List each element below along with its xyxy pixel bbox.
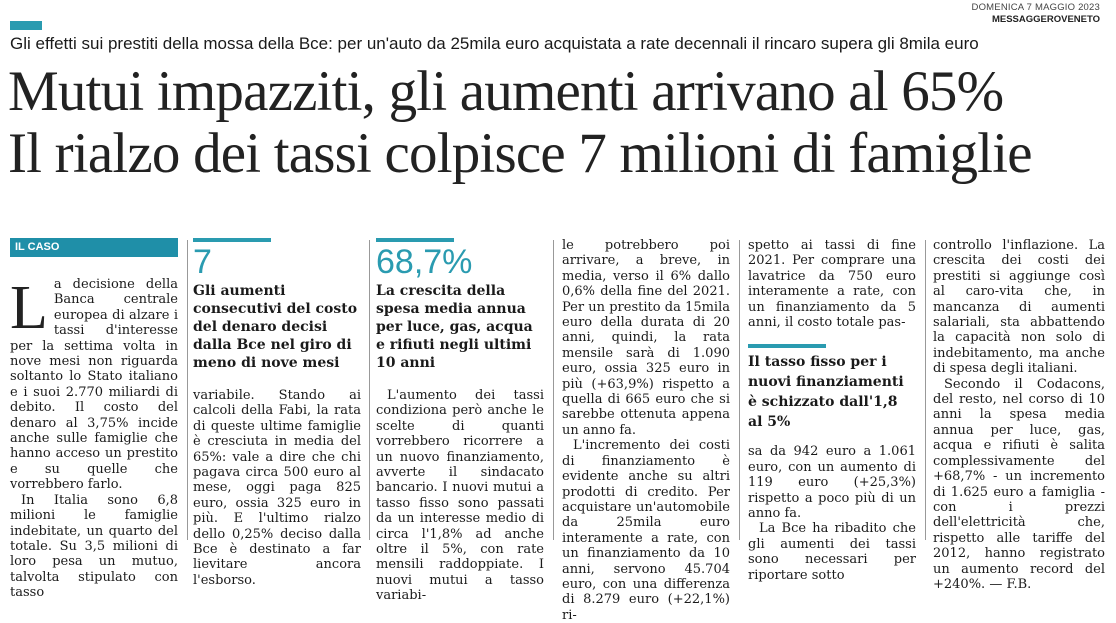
column-divider bbox=[369, 240, 370, 540]
column-3 bbox=[376, 238, 544, 604]
column-divider bbox=[187, 240, 188, 540]
article-paragraph: controllo l'inflazione. La crescita dei costi dei prestiti si aggiunge così al caro-vita che, in mancanza di aumenti salariali, sta abbattendo la capacità non solo di indebitamento, ma anche di spesa degli italiani. bbox=[933, 238, 1105, 377]
stat-caption: Gli aumenti consecutivi del costo del denaro decisi dalla Bce nel giro di meno di nove mesi bbox=[193, 283, 358, 371]
column-divider bbox=[925, 240, 926, 540]
column-4 bbox=[562, 238, 730, 623]
stat-accent-rule bbox=[376, 238, 454, 242]
box-accent-rule bbox=[748, 344, 826, 348]
article-paragraph: In Italia sono 6,8 milioni le famiglie indebitate, un quarto del totale. Su 3,5 milioni di loro pesa un mutuo, talvolta stipulato con tasso bbox=[10, 492, 178, 601]
article-paragraph: La decisione della Banca centrale europea di alzare i tassi d'interesse per la settima volta in nove mesi non riguarda soltanto lo Stato italiano e i suoi 2.770 miliardi di debito. Il costo del denaro al 3,75% incide anche sulle famiglie che hanno acceso un prestito e su quelle che vorrebbero farlo. bbox=[10, 274, 178, 493]
accent-bar bbox=[10, 21, 42, 30]
column-6 bbox=[933, 238, 1105, 592]
stat-accent-rule bbox=[193, 238, 271, 242]
stat-caption: La crescita della spesa media annua per luce, gas, acqua e rifiuti negli ultimi 10 anni bbox=[376, 283, 533, 371]
article-paragraph: sa da 942 euro a 1.061 euro, con un aumento di 119 euro (+25,3%) rispetto a poco più di un anno fa. bbox=[748, 444, 916, 522]
column-5 bbox=[748, 238, 916, 583]
article-paragraph: Secondo il Codacons, del resto, nel corso di 10 anni la spesa media annua per luce, gas, acqua e rifiuti è salita complessivamente del +68,7% - un incremento di 1.625 euro a famiglia - con i prezzi dell'elettricità che, rispetto alle tariffe del 2012, hanno registrato un aumento record del +240%. — F.B. bbox=[933, 376, 1105, 592]
column-divider bbox=[739, 240, 740, 540]
headline-line-1: Mutui impazziti, gli aumenti arrivano al 65% bbox=[8, 60, 1004, 123]
publication-date: DOMENICA 7 MAGGIO 2023 bbox=[971, 2, 1100, 13]
column-1 bbox=[10, 238, 178, 601]
article-paragraph: La Bce ha ribadito che gli aumenti dei tassi sono necessari per riportare sotto bbox=[748, 521, 916, 583]
section-label: IL CASO bbox=[10, 238, 178, 257]
headline-line-2: Il rialzo dei tassi colpisce 7 milioni di famiglie bbox=[8, 122, 1032, 185]
highlight-box-title: Il tasso fisso per i nuovi finanziamenti è schizzato dall'1,8 al 5% bbox=[748, 354, 904, 431]
drop-cap: L bbox=[10, 274, 48, 342]
column-2 bbox=[193, 238, 361, 588]
stat-number: 7 bbox=[193, 243, 212, 281]
column-divider bbox=[553, 240, 554, 540]
kicker: Gli effetti sui prestiti della mossa della Bce: per un'auto da 25mila euro acquistata a rate decennali il rincaro supera gli 8mila euro bbox=[10, 34, 979, 53]
stat-number: 68,7% bbox=[376, 243, 473, 281]
newspaper-name: MESSAGGEROVENETO bbox=[991, 14, 1100, 25]
article-paragraph: le potrebbero poi arrivare, a breve, in media, verso il 6% dallo 0,6% della fine del 2021. Per un prestito da 15mila euro della durata di 20 anni, quindi, la rata mensile sarà di 1.090 euro, ossia 325 euro in più (+63,9%) rispetto a quella di 665 euro che si sarebbe ottenuta appena un anno fa. bbox=[562, 238, 730, 438]
masthead bbox=[972, 2, 1100, 26]
article-paragraph: L'aumento dei tassi condiziona però anche le scelte di quanti vorrebbero ricorrere a un nuovo finanziamento, avverte il sindacato bancario. I nuovi mutui a tasso fisso sono passati da un interesse medio di circa l'1,8% ad anche oltre il 5%, con rate mensili raddoppiate. I nuovi mutui a tasso variabi- bbox=[376, 388, 544, 604]
article-paragraph: spetto ai tassi di fine 2021. Per comprare una lavatrice da 750 euro interamente a rate, con un finanziamento da 5 anni, il costo totale pas- bbox=[748, 238, 916, 331]
article-paragraph: variabile. Stando ai calcoli della Fabi, la rata di queste ultime famiglie è cresciuta in media del 65%: vale a dire che chi pagava circa 500 euro al mese, oggi paga 825 euro, ossia 325 euro in più. E l'ultimo rialzo dello 0,25% deciso dalla Bce è destinato a far lievitare ancora l'esborso. bbox=[193, 388, 361, 588]
article-paragraph: L'incremento dei costi di finanziamento è evidente anche su altri prodotti di credito. Per acquistare un'automobile da 25mila euro interamente a rate, con un finanziamento da 10 anni, servono 45.704 euro, con una differenza di 8.279 euro (+22,1%) ri- bbox=[562, 438, 730, 623]
